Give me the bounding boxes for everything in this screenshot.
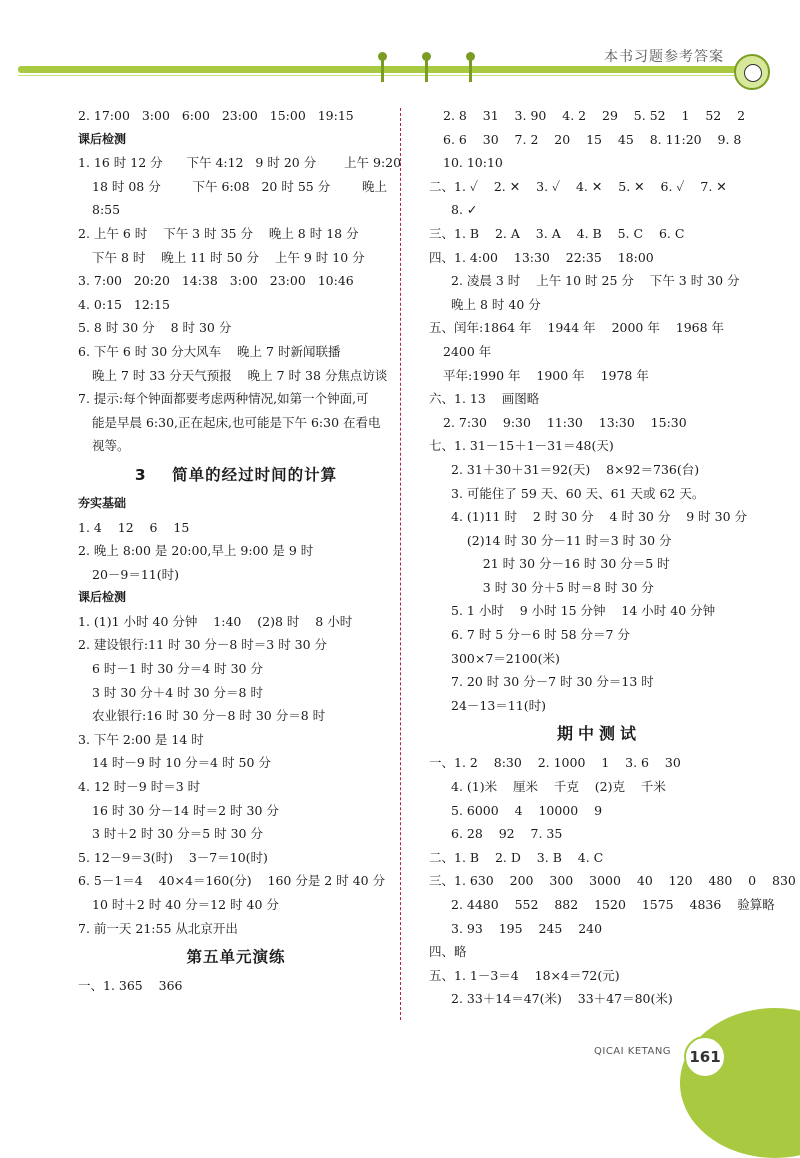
answer-line: 2. 33＋14＝47(米) 33＋47＝80(米) xyxy=(451,991,673,1007)
answer-line: 七、1. 31－15＋1－31＝48(天) xyxy=(429,438,614,454)
answer-line: 300×7＝2100(米) xyxy=(451,650,560,666)
answer-line: 6 时－1 时 30 分＝4 时 30 分 xyxy=(92,661,263,677)
answer-line: 7. 提示:每个钟面都要考虑两种情况,如第一个钟面,可 xyxy=(78,391,369,407)
answer-line: 二、1. B 2. D 3. B 4. C xyxy=(429,849,604,865)
answer-line: 三、1. B 2. A 3. A 4. B 5. C 6. C xyxy=(429,225,685,241)
answer-line: 5. 6000 4 10000 9 xyxy=(451,802,603,818)
answer-line: 20－9＝11(时) xyxy=(92,566,180,582)
answer-line: 2. 31＋30＋31＝92(天) 8×92＝736(台) xyxy=(451,461,700,477)
answer-line: 3 时 30 分＋5 时＝8 时 30 分 xyxy=(451,579,654,595)
header-peg-icon xyxy=(422,52,431,82)
page-number: 161 xyxy=(684,1036,726,1078)
answer-line: 五、1. 1－3＝4 18×4＝72(元) xyxy=(429,967,620,983)
answer-line: 16 时 30 分－14 时＝2 时 30 分 xyxy=(92,802,279,818)
left-column xyxy=(78,104,402,998)
answer-line: 2. 晚上 8:00 是 20:00,早上 9:00 是 9 时 xyxy=(78,543,314,559)
answer-line: 3 时＋2 时 30 分＝5 时 30 分 xyxy=(92,826,263,842)
answer-line: 4. 0:15 12:15 xyxy=(78,296,170,312)
answer-line: 四、1. 4:00 13:30 22:35 18:00 xyxy=(429,249,654,265)
answer-line: 下午 8 时 晚上 11 时 50 分 上午 9 时 10 分 xyxy=(92,249,365,265)
answer-line: 6. 6 30 7. 2 20 15 45 8. 11:20 9. 8 xyxy=(443,131,742,147)
answer-line: 5. 12－9＝3(时) 3－7＝10(时) xyxy=(78,849,268,865)
footer-brand: QICAI KETANG xyxy=(594,1046,672,1057)
corner-blob xyxy=(680,1008,800,1158)
section-heading: 3 简单的经过时间的计算 xyxy=(134,465,338,484)
answer-line: 2. 17:00 3:00 6:00 23:00 15:00 19:15 xyxy=(78,108,354,123)
answer-line: 3. 7:00 20:20 14:38 3:00 23:00 10:46 xyxy=(78,273,354,289)
answer-line: 6. 28 92 7. 35 xyxy=(451,826,563,842)
answer-line: 5. 8 时 30 分 8 时 30 分 xyxy=(78,320,232,336)
answer-line: 14 时－9 时 10 分＝4 时 50 分 xyxy=(92,755,271,771)
answer-line: 7. 20 时 30 分－7 时 30 分＝13 时 xyxy=(451,674,654,690)
answer-line: 4. (1)11 时 2 时 30 分 4 时 30 分 9 时 30 分 xyxy=(451,509,748,525)
answer-line: 1. 4 12 6 15 xyxy=(78,519,190,535)
answer-line: 24－13＝11(时) xyxy=(451,697,546,713)
mascot-icon xyxy=(734,54,770,90)
answer-line: 21 时 30 分－16 时 30 分＝5 时 xyxy=(451,556,670,572)
column-divider xyxy=(400,108,401,1020)
answer-line: 五、闰年:1864 年 1944 年 2000 年 1968 年 xyxy=(429,320,725,336)
answer-line: 2. 4480 552 882 1520 1575 4836 验算略 xyxy=(451,897,775,912)
answer-line: 3. 可能住了 59 天、60 天、61 天或 62 天。 xyxy=(451,485,705,501)
subsection-label: 课后检测 xyxy=(78,131,127,146)
answer-line: 18 时 08 分 下午 6:08 20 时 55 分 晚上 xyxy=(92,178,388,194)
answer-line: 1. (1)1 小时 40 分钟 1:40 (2)8 时 8 小时 xyxy=(78,613,353,629)
section-heading: 第五单元演练 xyxy=(186,948,286,967)
answer-line: 10 时＋2 时 40 分＝12 时 40 分 xyxy=(92,897,279,912)
answer-line: 二、1. ✓ 2. ✕ 3. ✓ 4. ✕ 5. ✕ 6. ✓ 7. ✕ xyxy=(429,178,727,194)
answer-line: 1. 16 时 12 分 下午 4:12 9 时 20 分 上午 9:20 xyxy=(78,155,402,171)
header-title: 本书习题参考答案 xyxy=(604,49,724,65)
answer-line: 6. 5－1＝4 40×4＝160(分) 160 分是 2 时 40 分 xyxy=(78,873,386,889)
answer-line: 5. 1 小时 9 小时 15 分钟 14 小时 40 分钟 xyxy=(451,603,716,619)
answer-line: 2. 凌晨 3 时 上午 10 时 25 分 下午 3 时 30 分 xyxy=(451,273,740,289)
answer-line: (2)14 时 30 分－11 时＝3 时 30 分 xyxy=(451,532,672,548)
answer-line: 视等。 xyxy=(92,438,130,454)
answer-line: 8. ✓ xyxy=(451,202,478,218)
answer-line: 2. 7:30 9:30 11:30 13:30 15:30 xyxy=(443,414,687,430)
answer-line: 4. 12 时－9 时＝3 时 xyxy=(78,779,201,795)
answer-line: 一、1. 365 366 xyxy=(78,978,183,994)
answer-line: 7. 前一天 21:55 从北京开出 xyxy=(78,920,238,936)
answer-line: 2. 建设银行:11 时 30 分－8 时＝3 时 30 分 xyxy=(78,637,328,653)
subsection-label: 夯实基础 xyxy=(78,495,127,510)
right-column xyxy=(429,104,796,1011)
answer-line: 3. 下午 2:00 是 14 时 xyxy=(78,731,204,747)
answer-line: 6. 7 时 5 分－6 时 58 分＝7 分 xyxy=(451,627,630,643)
answer-line: 2. 8 31 3. 90 4. 2 29 5. 52 1 52 2 xyxy=(443,108,746,123)
answer-line: 2. 上午 6 时 下午 3 时 35 分 晚上 8 时 18 分 xyxy=(78,225,359,241)
answer-line: 晚上 7 时 33 分天气预报 晚上 7 时 38 分焦点访谈 xyxy=(92,367,388,383)
answer-line: 3. 93 195 245 240 xyxy=(451,920,603,936)
answer-line: 2400 年 xyxy=(443,343,492,359)
answer-line: 3 时 30 分＋4 时 30 分＝8 时 xyxy=(92,684,263,700)
header-peg-icon xyxy=(466,52,475,82)
answer-line: 一、1. 2 8:30 2. 1000 1 3. 6 30 xyxy=(429,755,681,771)
answer-line: 六、1. 13 画图略 xyxy=(429,391,540,407)
answer-line: 6. 下午 6 时 30 分大风车 晚上 7 时新闻联播 xyxy=(78,343,341,359)
answer-line: 平年:1990 年 1900 年 1978 年 xyxy=(443,367,649,383)
answer-line: 三、1. 630 200 300 3000 40 120 480 0 830 xyxy=(429,873,796,889)
answer-line: 农业银行:16 时 30 分－8 时 30 分＝8 时 xyxy=(92,708,326,724)
answer-line: 8:55 xyxy=(92,202,121,218)
answer-line: 能是早晨 6:30,正在起床,也可能是下午 6:30 在看电 xyxy=(92,414,381,430)
answer-line: 四、略 xyxy=(429,944,467,960)
answer-line: 4. (1)米 厘米 千克 (2)克 千米 xyxy=(451,779,666,795)
answer-line: 10. 10:10 xyxy=(443,155,503,171)
answer-line: 晚上 8 时 40 分 xyxy=(451,296,541,312)
section-heading: 期中测试 xyxy=(556,724,641,744)
subsection-label: 课后检测 xyxy=(78,590,127,605)
header-peg-icon xyxy=(378,52,387,82)
